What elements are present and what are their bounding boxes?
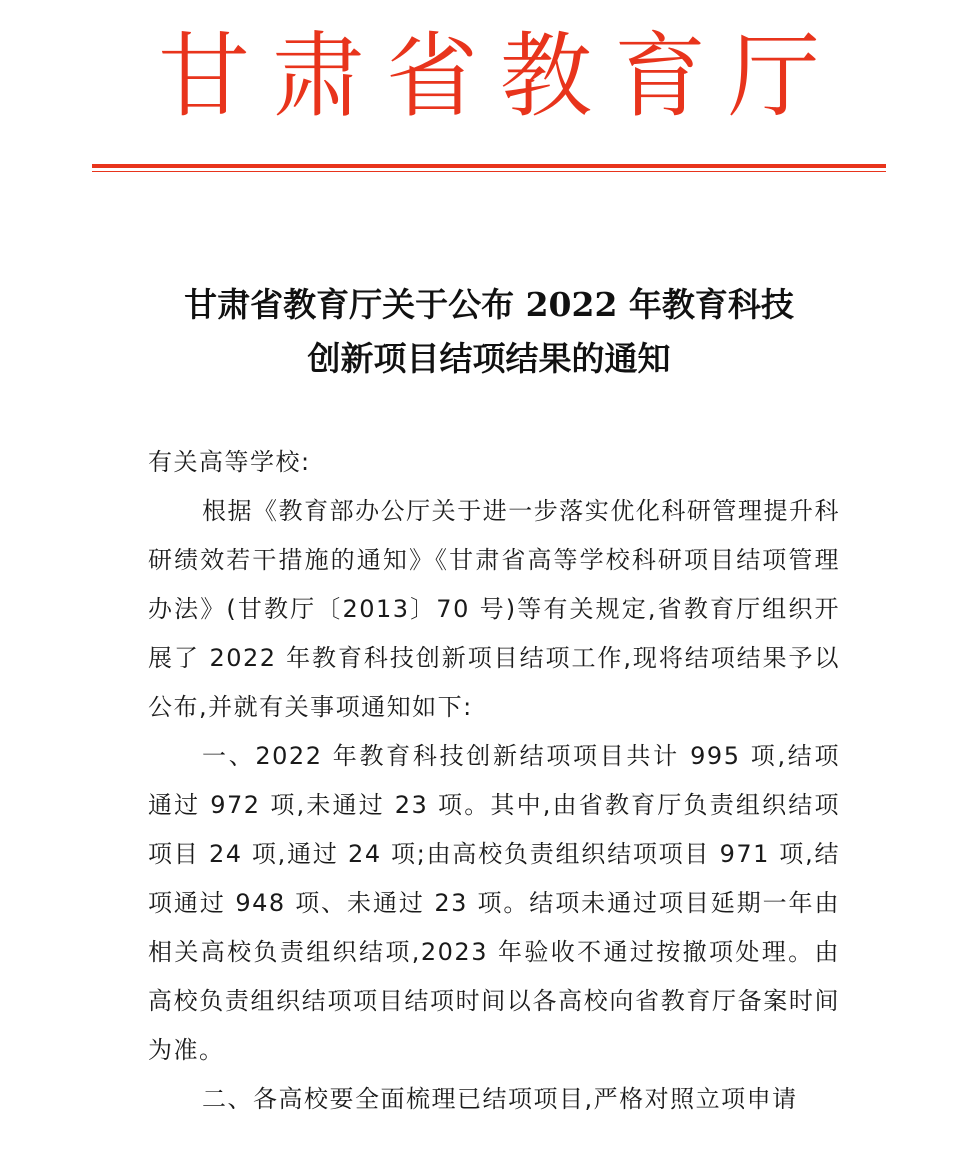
letterhead-red-rule-thick	[92, 164, 886, 168]
document-title-line-2: 创新项目结项结果的通知	[307, 339, 671, 378]
document-title	[0, 278, 978, 386]
document-body	[148, 438, 840, 1124]
salutation: 有关高等学校:	[148, 448, 311, 476]
letterhead-red-rule-thin	[92, 171, 886, 172]
body-paragraph-2: 一、2022 年教育科技创新结项项目共计 995 项,结项通过 972 项,未通过 23 项。其中,由省教育厅负责组织结项项目 24 项,通过 24 项;由高校负责组织结项项目 971 项,结项通过 948 项、未通过 23 项。结项未通过项目延期一年由相关高校负责组织结项,2023 年验收不通过按撤项处理。由高校负责组织结项项目结项时间以各高校向省教育厅备案时间为准。	[148, 742, 840, 1064]
letterhead-org-name: 甘肃省教育厅	[157, 23, 842, 130]
body-paragraph-3: 二、各高校要全面梳理已结项项目,严格对照立项申请	[202, 1085, 798, 1113]
document-title-line-1: 甘肃省教育厅关于公布 2022 年教育科技	[184, 285, 794, 324]
body-paragraph-1: 根据《教育部办公厅关于进一步落实优化科研管理提升科研绩效若干措施的通知》《甘肃省高等学校科研项目结项管理办法》(甘教厅〔2013〕70 号)等有关规定,省教育厅组织开展了 2022 年教育科技创新项目结项工作,现将结项结果予以公布,并就有关事项通知如下:	[148, 497, 840, 721]
